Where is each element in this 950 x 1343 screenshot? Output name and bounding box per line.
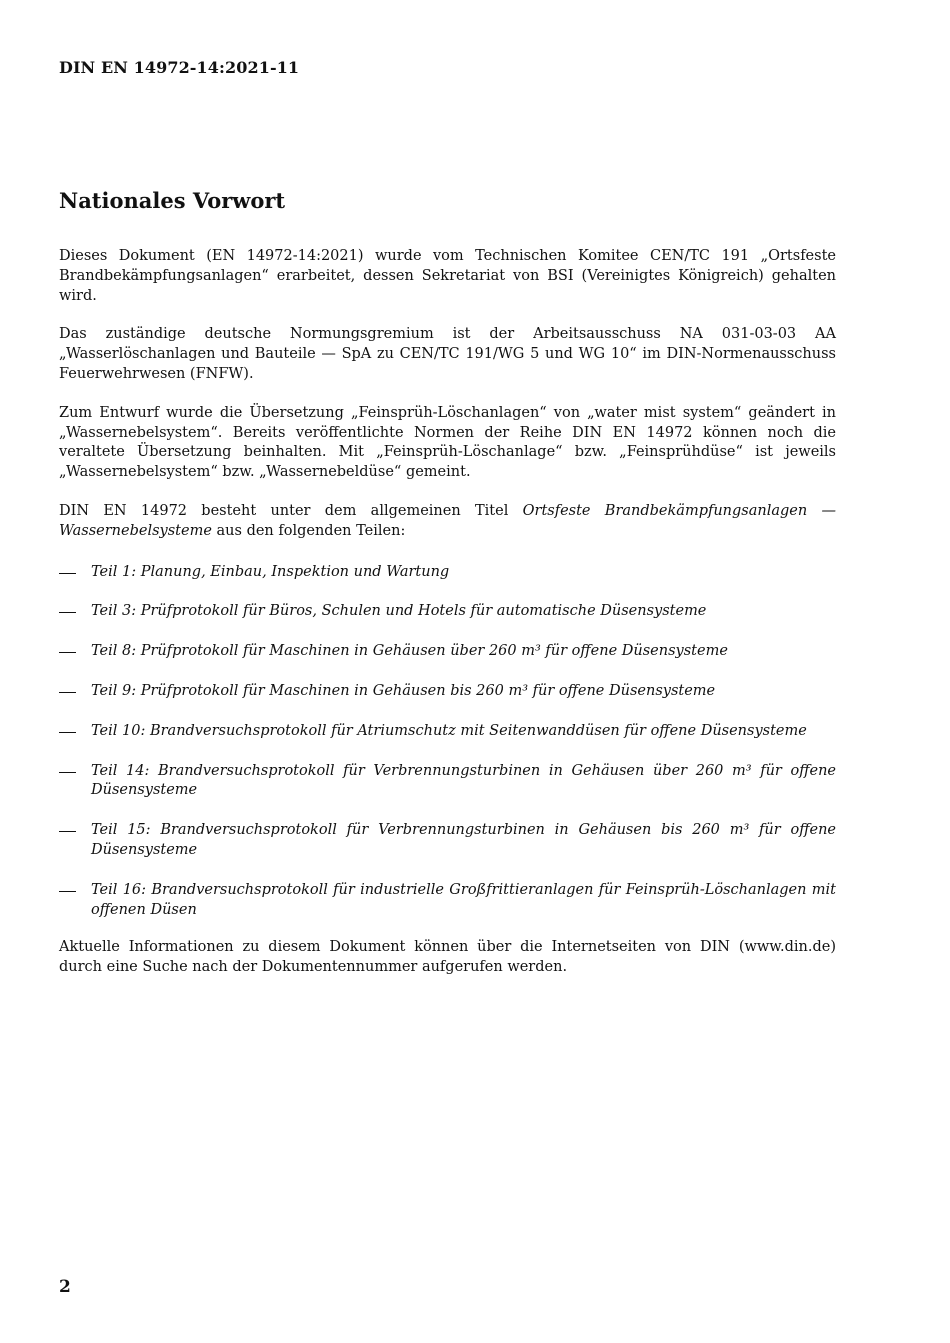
list-item: [59, 722, 836, 742]
list-item-text: Teil 8: Prüfprotokoll für Maschinen in Gehäusen über 260 m³ für offene Düsensysteme: [91, 643, 728, 660]
paragraph-standards-body: Das zuständige deutsche Normungsgremium ist der Arbeitsausschuss NA 031-03-03 AA „Wasserlöschanlagen und Bauteile — SpA zu CEN/TC 191/WG 5 und WG 10“ im DIN-Normenausschuss Feuerwehrwesen (FNFW).: [59, 326, 836, 382]
paragraph-series-intro: [59, 502, 836, 542]
dash-bullet: [59, 881, 91, 921]
list-item-text: Teil 10: Brandversuchsprotokoll für Atriumschutz mit Seitenwanddüsen für offene Düsensysteme: [91, 722, 807, 739]
list-item-text: Teil 15: Brandversuchsprotokoll für Verbrennungsturbinen in Gehäusen bis 260 m³ für offene Düsensysteme: [91, 822, 836, 858]
list-item: [59, 642, 836, 662]
paragraph-closing: Aktuelle Informationen zu diesem Dokument können über die Internetseiten von DIN (www.din.de) durch eine Suche nach der Dokumentennummer aufgerufen werden.: [59, 939, 836, 976]
paragraph-committee: Dieses Dokument (EN 14972-14:2021) wurde vom Technischen Komitee CEN/TC 191 „Ortsfeste Brandbekämpfungsanlagen“ erarbeitet, dessen Sekretariat von BSI (Vereinigtes Königreich) gehalten wird.: [59, 248, 836, 304]
list-item: [59, 762, 836, 802]
list-item: [59, 821, 836, 861]
list-item-text: Teil 16: Brandversuchsprotokoll für industrielle Großfrittieranlagen für Feinsprüh-Löschanlagen mit offenen Düsen: [91, 881, 836, 918]
list-item: [59, 682, 836, 702]
series-title: Ortsfeste Brandbekämpfungsanlagen — Wassernebelsysteme: [59, 502, 836, 539]
list-item-text: Teil 1: Planung, Einbau, Inspektion und Wartung: [91, 563, 450, 580]
paragraph-translation-note: Zum Entwurf wurde die Übersetzung „Feinsprüh-Löschanlagen“ von „water mist system“ geändert in „Wassernebelsystem“. Bereits veröffentlichte Normen der Reihe DIN EN 14972 können noch die veraltete Übersetzung beinhalten. Mit „Feinsprüh-Löschanlage“ bzw. „Feinsprühdüse“ ist jeweils „Wassernebelsystem“ bzw. „Wassernebeldüse“ gemeint.: [59, 404, 836, 481]
dash-bullet: [59, 563, 91, 583]
dash-bullet: [59, 682, 91, 702]
dash-bullet: [59, 821, 91, 861]
page-number: 2: [59, 1277, 71, 1297]
national-foreword-section: [59, 186, 836, 997]
document-id: DIN EN 14972-14:2021-11: [59, 58, 300, 77]
series-intro-prefix: DIN EN 14972 besteht unter dem allgemeinen Titel: [59, 502, 523, 519]
dash-bullet: [59, 722, 91, 742]
parts-list: [59, 563, 836, 921]
list-item-text: Teil 9: Prüfprotokoll für Maschinen in Gehäusen bis 260 m³ für offene Düsensysteme: [91, 682, 716, 699]
list-item: [59, 602, 836, 622]
list-item-text: Teil 3: Prüfprotokoll für Büros, Schulen und Hotels für automatische Düsensysteme: [91, 603, 707, 620]
dash-bullet: [59, 602, 91, 622]
dash-bullet: [59, 762, 91, 802]
list-item-text: Teil 14: Brandversuchsprotokoll für Verbrennungsturbinen in Gehäusen über 260 m³ für offene Düsensysteme: [91, 762, 836, 799]
list-item: [59, 881, 836, 921]
dash-bullet: [59, 642, 91, 662]
section-title: Nationales Vorwort: [59, 188, 286, 213]
list-item: [59, 563, 836, 583]
series-intro-suffix: aus den folgenden Teilen:: [211, 522, 406, 539]
